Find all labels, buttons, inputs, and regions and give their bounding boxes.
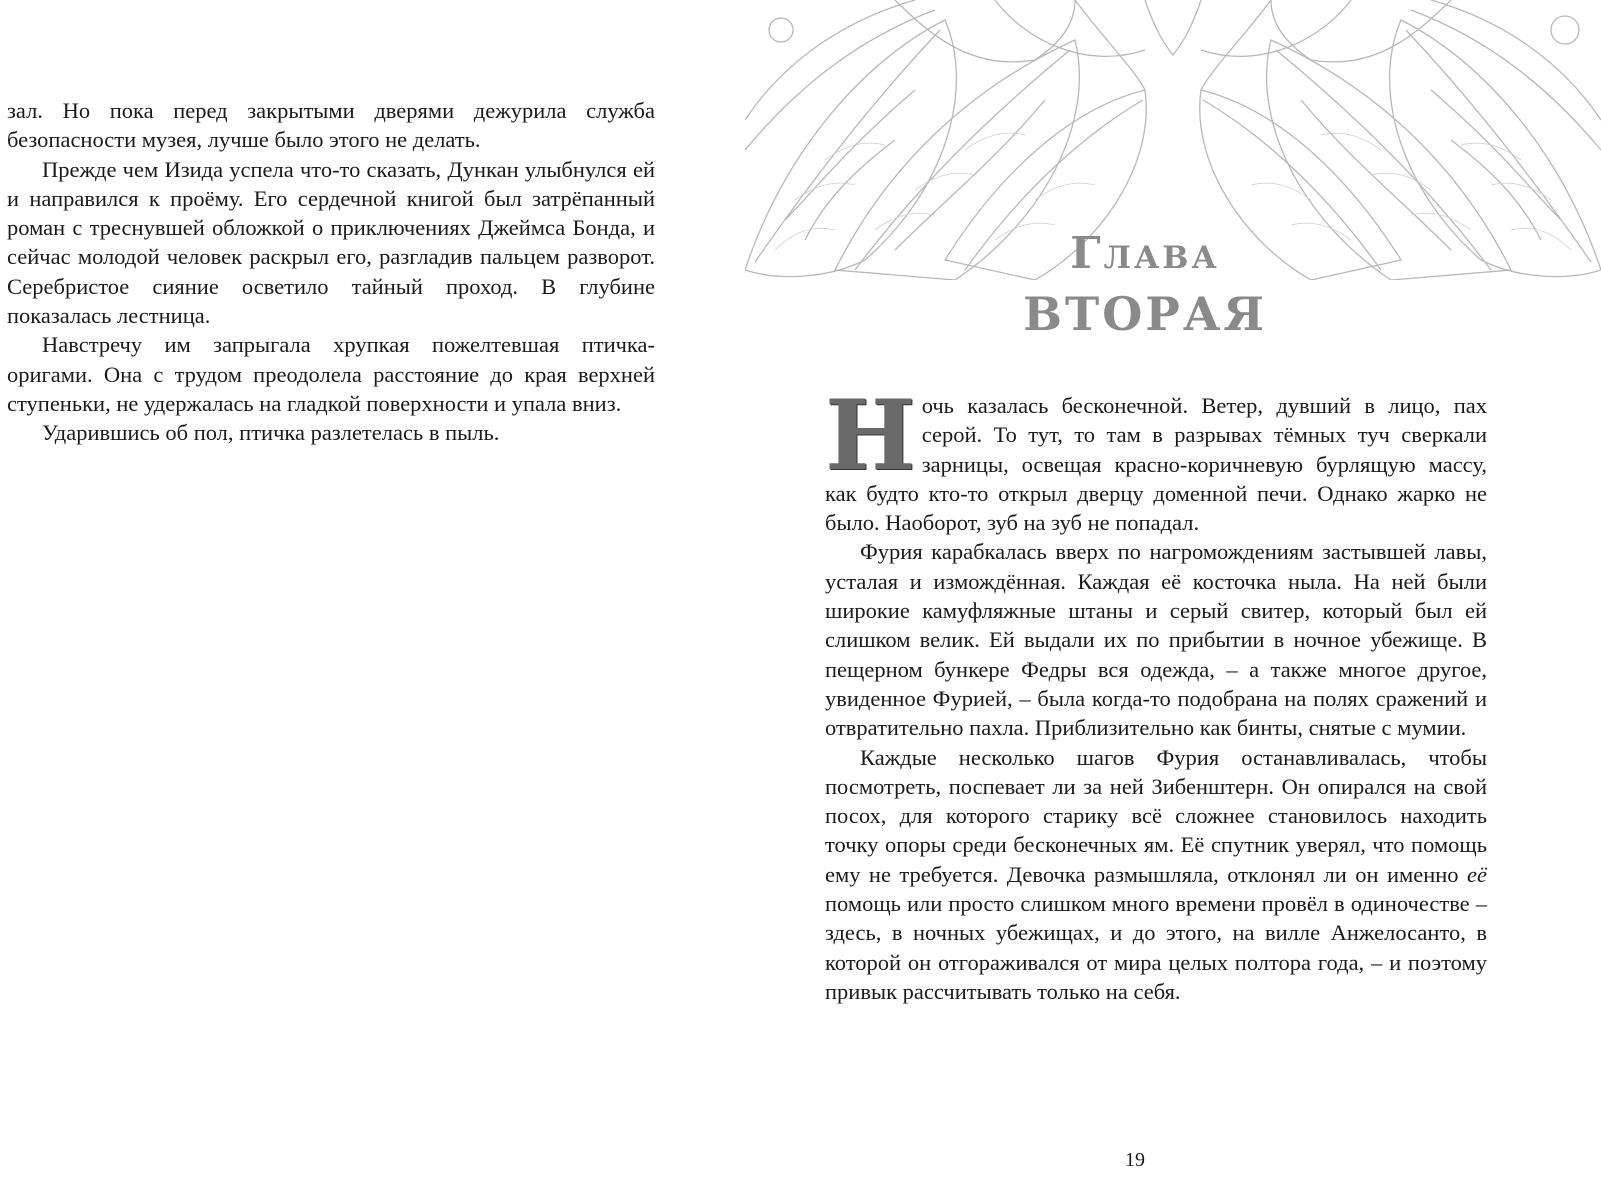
right-paragraph-3-part-1: Каждые несколько шагов Фурия останавливалась, чтобы посмотреть, поспевает ли за ней Зибенштерн. Он опирался на свой посох, для которого старику всё сложнее становилось находить точку опоры среди бесконечных ям. Её спутник уверял, что помощь ему не требуется. Девочка размышляла, отклонял ли он именно bbox=[825, 744, 1487, 887]
right-paragraph-3-italic: её bbox=[1467, 861, 1487, 887]
right-paragraph-2: Фурия карабкалась вверх по нагромождениям застывшей лавы, усталая и измождённая. Каждая её косточка ныла. На ней были широкие камуфляжные штаны и серый свитер, который был ей слишком велик. Ей выдали их по прибытии в ночное убежище. В пещерном бункере Федры вся одежда, – а также многое другое, увиденное Фурией, – была когда-то подобрана на полях сражений и отвратительно пахла. Приблизительно как бинты, снятые с мумии. bbox=[825, 539, 1487, 741]
left-paragraph-2: Прежде чем Изида успела что-то сказать, Дункан улыбнулся ей и направился к проёму. Его сердечной книгой был затрёпанный роман с треснувшей обложкой о приключениях Джеймса Бонда, и сейчас молодой человек раскрыл его, разгладив пальцем разворот. Серебристое сияние осветило тайный проход. В глубине показалась лестница. bbox=[7, 156, 655, 329]
right-paragraph-1-text: очь казалась бесконечной. Ветер, дувший в лицо, пах серой. То тут, то там в разрывах тёмных туч сверкали зарницы, освещая красно-коричневую бурлящую массу, как будто кто-то открыл дверцу доменной печи. Однако жарко не было. Наоборот, зуб на зуб не попадал. bbox=[825, 393, 1487, 536]
right-page bbox=[745, 0, 1601, 1192]
chapter-title-number: ВТОРАЯ bbox=[1023, 287, 1267, 341]
left-paragraph-3: Навстречу им запрыгала хрупкая пожелтевшая птичка-оригами. Она с трудом преодолела расстояние до края верхней ступеньки, не удержалась на гладкой поверхности и упала вниз. bbox=[7, 332, 655, 416]
left-paragraph-1: зал. Но пока перед закрытыми дверями дежурила служба безопасности музея, лучше было этого не делать. bbox=[7, 98, 655, 153]
chapter-title-word: Глава bbox=[1070, 228, 1220, 279]
right-paragraph-3-part-2: помощь или просто слишком много времени провёл в одиночестве – здесь, в ночных убежищах, и до этого, на вилле Анжелосанто, в которой он отгораживался от мира целых полтора года, – и поэтому привык рассчитывать только на себя. bbox=[825, 891, 1487, 1004]
left-paragraph-4: Ударившись об пол, птичка разлетелась в пыль. bbox=[42, 420, 500, 446]
left-page-text bbox=[7, 96, 655, 448]
right-page-text bbox=[825, 379, 1487, 1006]
page-number: 19 bbox=[1125, 1149, 1145, 1171]
right-paragraph-1 bbox=[825, 379, 1487, 537]
drop-cap-letter: Н bbox=[825, 379, 916, 492]
right-paragraph-3 bbox=[825, 743, 1487, 1007]
left-page bbox=[0, 0, 745, 1192]
